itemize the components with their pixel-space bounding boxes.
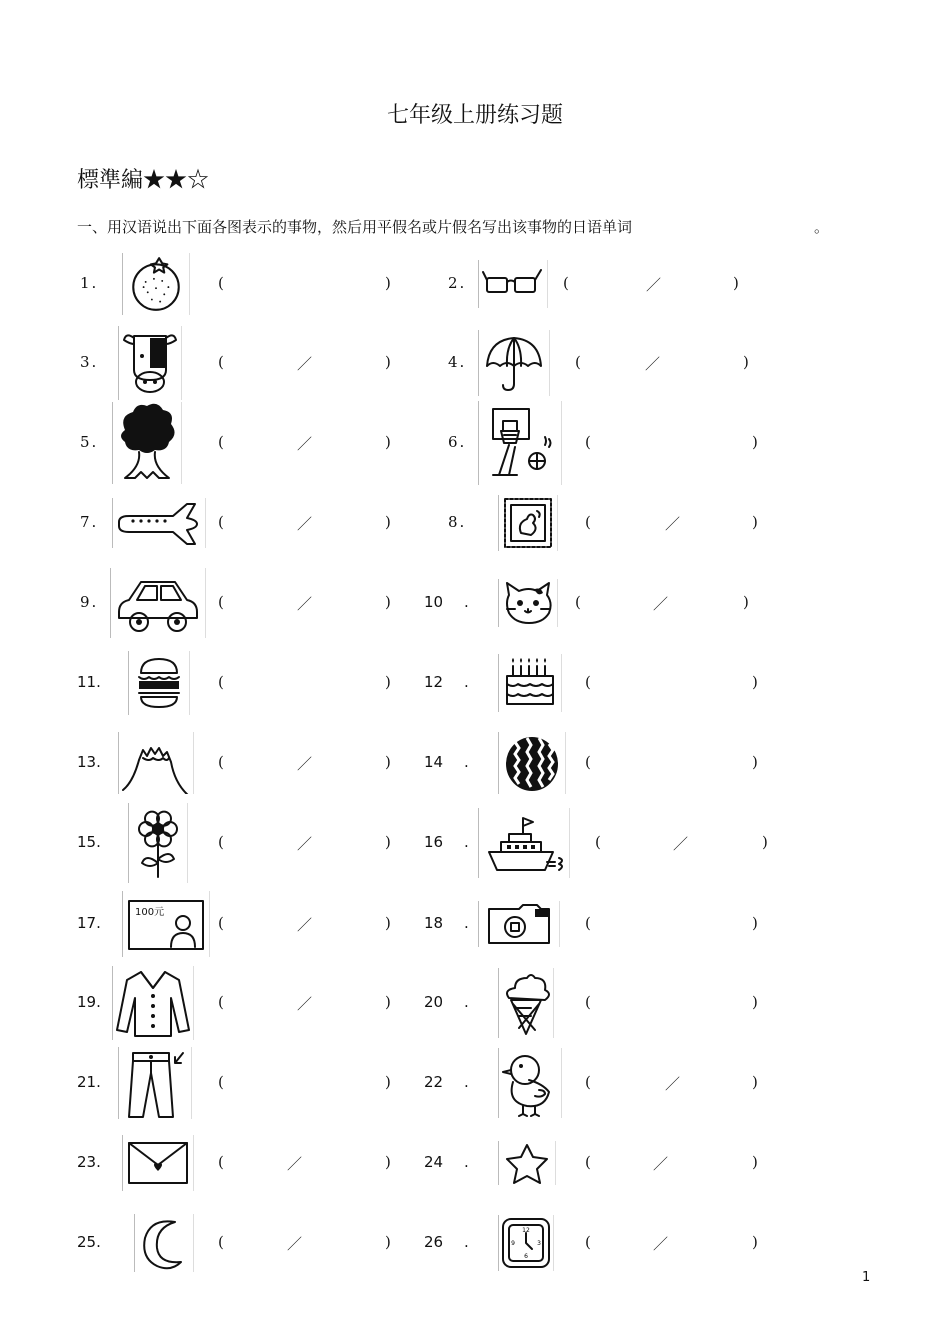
trousers-icon	[118, 1047, 192, 1119]
item-number	[80, 433, 98, 451]
answer-open-paren: (	[218, 433, 224, 451]
item-number-value: 13	[77, 753, 97, 771]
car-icon	[110, 568, 206, 638]
item-number	[424, 1073, 469, 1091]
answer-close-paren: )	[385, 353, 391, 371]
item-number	[448, 274, 466, 292]
item-number-value: 15	[77, 833, 97, 851]
answer-slash: ／	[665, 1075, 681, 1093]
answer-open-paren: (	[595, 833, 601, 851]
item-number-dot: .	[96, 1233, 101, 1251]
item-number	[424, 593, 469, 611]
umbrella-icon	[478, 330, 550, 396]
item-number	[77, 753, 101, 771]
section-heading: 標準編★★☆	[77, 168, 210, 193]
answer-close-paren: )	[385, 673, 391, 691]
answer-open-paren: (	[218, 914, 224, 932]
item-number	[77, 1153, 101, 1171]
answer-open-paren: (	[585, 1073, 591, 1091]
tangerine-icon	[122, 253, 190, 315]
item-number-dot: .	[464, 1073, 469, 1091]
item-number	[77, 1233, 101, 1251]
answer-slash: ／	[665, 515, 681, 533]
answer-close-paren: )	[752, 1153, 758, 1171]
answer-open-paren: (	[585, 753, 591, 771]
clock-numeral: 6	[524, 1253, 528, 1260]
item-number	[424, 1233, 469, 1251]
item-number	[80, 593, 98, 611]
answer-close-paren: )	[385, 1233, 391, 1251]
answer-slash: ／	[297, 435, 313, 453]
answer-close-paren: )	[385, 433, 391, 451]
banknote-icon	[122, 891, 210, 957]
item-number-value: 19	[77, 993, 97, 1011]
star-icon	[498, 1141, 556, 1185]
item-number	[424, 673, 469, 691]
item-number-dot: .	[464, 593, 469, 611]
answer-close-paren: )	[385, 1153, 391, 1171]
watermelon-icon	[498, 732, 566, 794]
answer-close-paren: )	[743, 593, 749, 611]
item-number-value: 22	[424, 1073, 444, 1091]
item-number-value: 14	[424, 753, 444, 771]
answer-close-paren: )	[385, 993, 391, 1011]
page-title: 七年级上册练习题	[386, 103, 563, 128]
item-number-value: 6	[448, 433, 460, 451]
item-number-dot: .	[91, 593, 99, 611]
item-number	[448, 433, 466, 451]
cow-icon	[118, 326, 182, 400]
answer-open-paren: (	[218, 833, 224, 851]
item-number-value: 12	[424, 673, 444, 691]
item-number-dot: .	[459, 433, 467, 451]
answer-slash: ／	[653, 1235, 669, 1253]
clock-icon	[498, 1215, 554, 1271]
item-number	[77, 673, 101, 691]
item-number-dot: .	[459, 274, 467, 292]
item-number-dot: .	[96, 914, 101, 932]
item-number-value: 26	[424, 1233, 444, 1251]
answer-close-paren: )	[385, 753, 391, 771]
answer-open-paren: (	[585, 673, 591, 691]
item-number-value: 4	[448, 353, 460, 371]
answer-open-paren: (	[218, 993, 224, 1011]
answer-slash: ／	[297, 755, 313, 773]
answer-close-paren: )	[752, 433, 758, 451]
item-number	[424, 1153, 469, 1171]
answer-open-paren: (	[575, 353, 581, 371]
answer-open-paren: (	[218, 513, 224, 531]
airplane-icon	[112, 498, 206, 548]
answer-close-paren: )	[752, 513, 758, 531]
mountain-icon	[118, 732, 194, 794]
answer-open-paren: (	[218, 1073, 224, 1091]
item-number-dot: .	[96, 1073, 101, 1091]
answer-open-paren: (	[563, 274, 569, 292]
clock-numeral: 12	[522, 1227, 530, 1234]
item-number-value: 25	[77, 1233, 97, 1251]
item-number-value: 10	[424, 593, 444, 611]
moon-icon	[134, 1214, 194, 1272]
answer-open-paren: (	[218, 753, 224, 771]
answer-open-paren: (	[218, 593, 224, 611]
answer-close-paren: )	[385, 1073, 391, 1091]
birthday-cake-icon	[498, 654, 562, 712]
flower-icon	[128, 803, 188, 883]
answer-close-paren: )	[743, 353, 749, 371]
answer-close-paren: )	[385, 914, 391, 932]
item-number-dot: .	[464, 673, 469, 691]
item-number-dot: .	[464, 993, 469, 1011]
answer-close-paren: )	[752, 673, 758, 691]
answer-slash: ／	[297, 835, 313, 853]
glasses-icon	[478, 260, 548, 308]
answer-slash: ／	[297, 595, 313, 613]
item-number-value: 1	[80, 274, 92, 292]
answer-slash: ／	[297, 515, 313, 533]
answer-slash: ／	[297, 355, 313, 373]
item-number	[448, 353, 466, 371]
item-number-dot: .	[96, 993, 101, 1011]
item-number-dot: .	[464, 1233, 469, 1251]
item-number-value: 11	[77, 673, 97, 691]
answer-close-paren: )	[752, 1073, 758, 1091]
item-number-dot: .	[96, 753, 101, 771]
item-number-dot: .	[91, 513, 99, 531]
answer-slash: ／	[297, 995, 313, 1013]
item-number-value: 16	[424, 833, 444, 851]
item-number-dot: .	[91, 274, 99, 292]
item-number	[424, 993, 469, 1011]
stamp-icon	[498, 495, 558, 551]
item-number-value: 8	[448, 513, 460, 531]
instruction-end-mark: 。	[814, 218, 830, 236]
item-number-value: 20	[424, 993, 444, 1011]
item-number-value: 7	[80, 513, 92, 531]
answer-slash: ／	[287, 1155, 303, 1173]
answer-open-paren: (	[585, 993, 591, 1011]
answer-slash: ／	[645, 355, 661, 373]
answer-open-paren: (	[585, 914, 591, 932]
shirt-icon	[112, 966, 194, 1040]
cat-icon	[498, 579, 558, 627]
hamburger-icon	[128, 651, 190, 715]
item-number-value: 24	[424, 1153, 444, 1171]
item-number	[80, 274, 98, 292]
answer-open-paren: (	[575, 593, 581, 611]
answer-open-paren: (	[218, 353, 224, 371]
item-number	[77, 1073, 101, 1091]
answer-open-paren: (	[218, 274, 224, 292]
item-number-dot: .	[464, 1153, 469, 1171]
item-number-value: 5	[80, 433, 92, 451]
answer-close-paren: )	[752, 1233, 758, 1251]
item-number-dot: .	[464, 914, 469, 932]
item-number	[77, 914, 101, 932]
item-number	[424, 753, 469, 771]
answer-close-paren: )	[752, 753, 758, 771]
item-number-dot: .	[91, 353, 99, 371]
item-number	[80, 513, 98, 531]
instruction-text: 一、用汉语说出下面各图表示的事物，然后用平假名或片假名写出该事物的日语单词	[77, 218, 633, 236]
page-number: 1	[862, 1270, 871, 1285]
item-number-value: 2	[448, 274, 460, 292]
answer-open-paren: (	[585, 433, 591, 451]
item-number-value: 9	[80, 593, 92, 611]
answer-open-paren: (	[585, 513, 591, 531]
answer-slash: ／	[646, 276, 662, 294]
banknote-denomination: 100元	[135, 907, 165, 918]
answer-slash: ／	[673, 835, 689, 853]
answer-close-paren: )	[385, 274, 391, 292]
item-number-dot: .	[464, 753, 469, 771]
ship-icon	[478, 808, 570, 878]
answer-slash: ／	[287, 1235, 303, 1253]
item-number	[80, 353, 98, 371]
item-number-value: 3	[80, 353, 92, 371]
answer-close-paren: )	[752, 993, 758, 1011]
ice-cream-icon	[498, 968, 554, 1038]
camera-icon	[478, 901, 560, 947]
answer-close-paren: )	[385, 593, 391, 611]
answer-open-paren: (	[218, 673, 224, 691]
item-number-value: 21	[77, 1073, 97, 1091]
item-number-value: 23	[77, 1153, 97, 1171]
answer-slash: ／	[653, 595, 669, 613]
item-number	[424, 914, 469, 932]
item-number-dot: .	[459, 353, 467, 371]
answer-close-paren: )	[752, 914, 758, 932]
answer-close-paren: )	[385, 833, 391, 851]
item-number	[77, 833, 101, 851]
tree-icon	[112, 402, 182, 484]
clock-numeral: 3	[537, 1240, 541, 1247]
answer-slash: ／	[297, 916, 313, 934]
answer-slash: ／	[653, 1155, 669, 1173]
item-number	[448, 513, 466, 531]
item-number-dot: .	[96, 833, 101, 851]
item-number	[424, 833, 469, 851]
answer-close-paren: )	[733, 274, 739, 292]
answer-open-paren: (	[585, 1233, 591, 1251]
answer-open-paren: (	[218, 1153, 224, 1171]
item-number	[77, 993, 101, 1011]
item-number-value: 17	[77, 914, 97, 932]
item-number-dot: .	[459, 513, 467, 531]
answer-close-paren: )	[762, 833, 768, 851]
item-number-dot: .	[91, 433, 99, 451]
item-number-dot: .	[96, 1153, 101, 1171]
item-number-value: 18	[424, 914, 444, 932]
item-number-dot: .	[464, 833, 469, 851]
basketball-hoop-icon	[478, 401, 562, 485]
answer-open-paren: (	[585, 1153, 591, 1171]
envelope-icon	[122, 1135, 194, 1191]
answer-close-paren: )	[385, 513, 391, 531]
item-number-dot: .	[96, 673, 101, 691]
clock-numeral: 9	[511, 1240, 515, 1247]
answer-open-paren: (	[218, 1233, 224, 1251]
chick-icon	[498, 1048, 562, 1118]
